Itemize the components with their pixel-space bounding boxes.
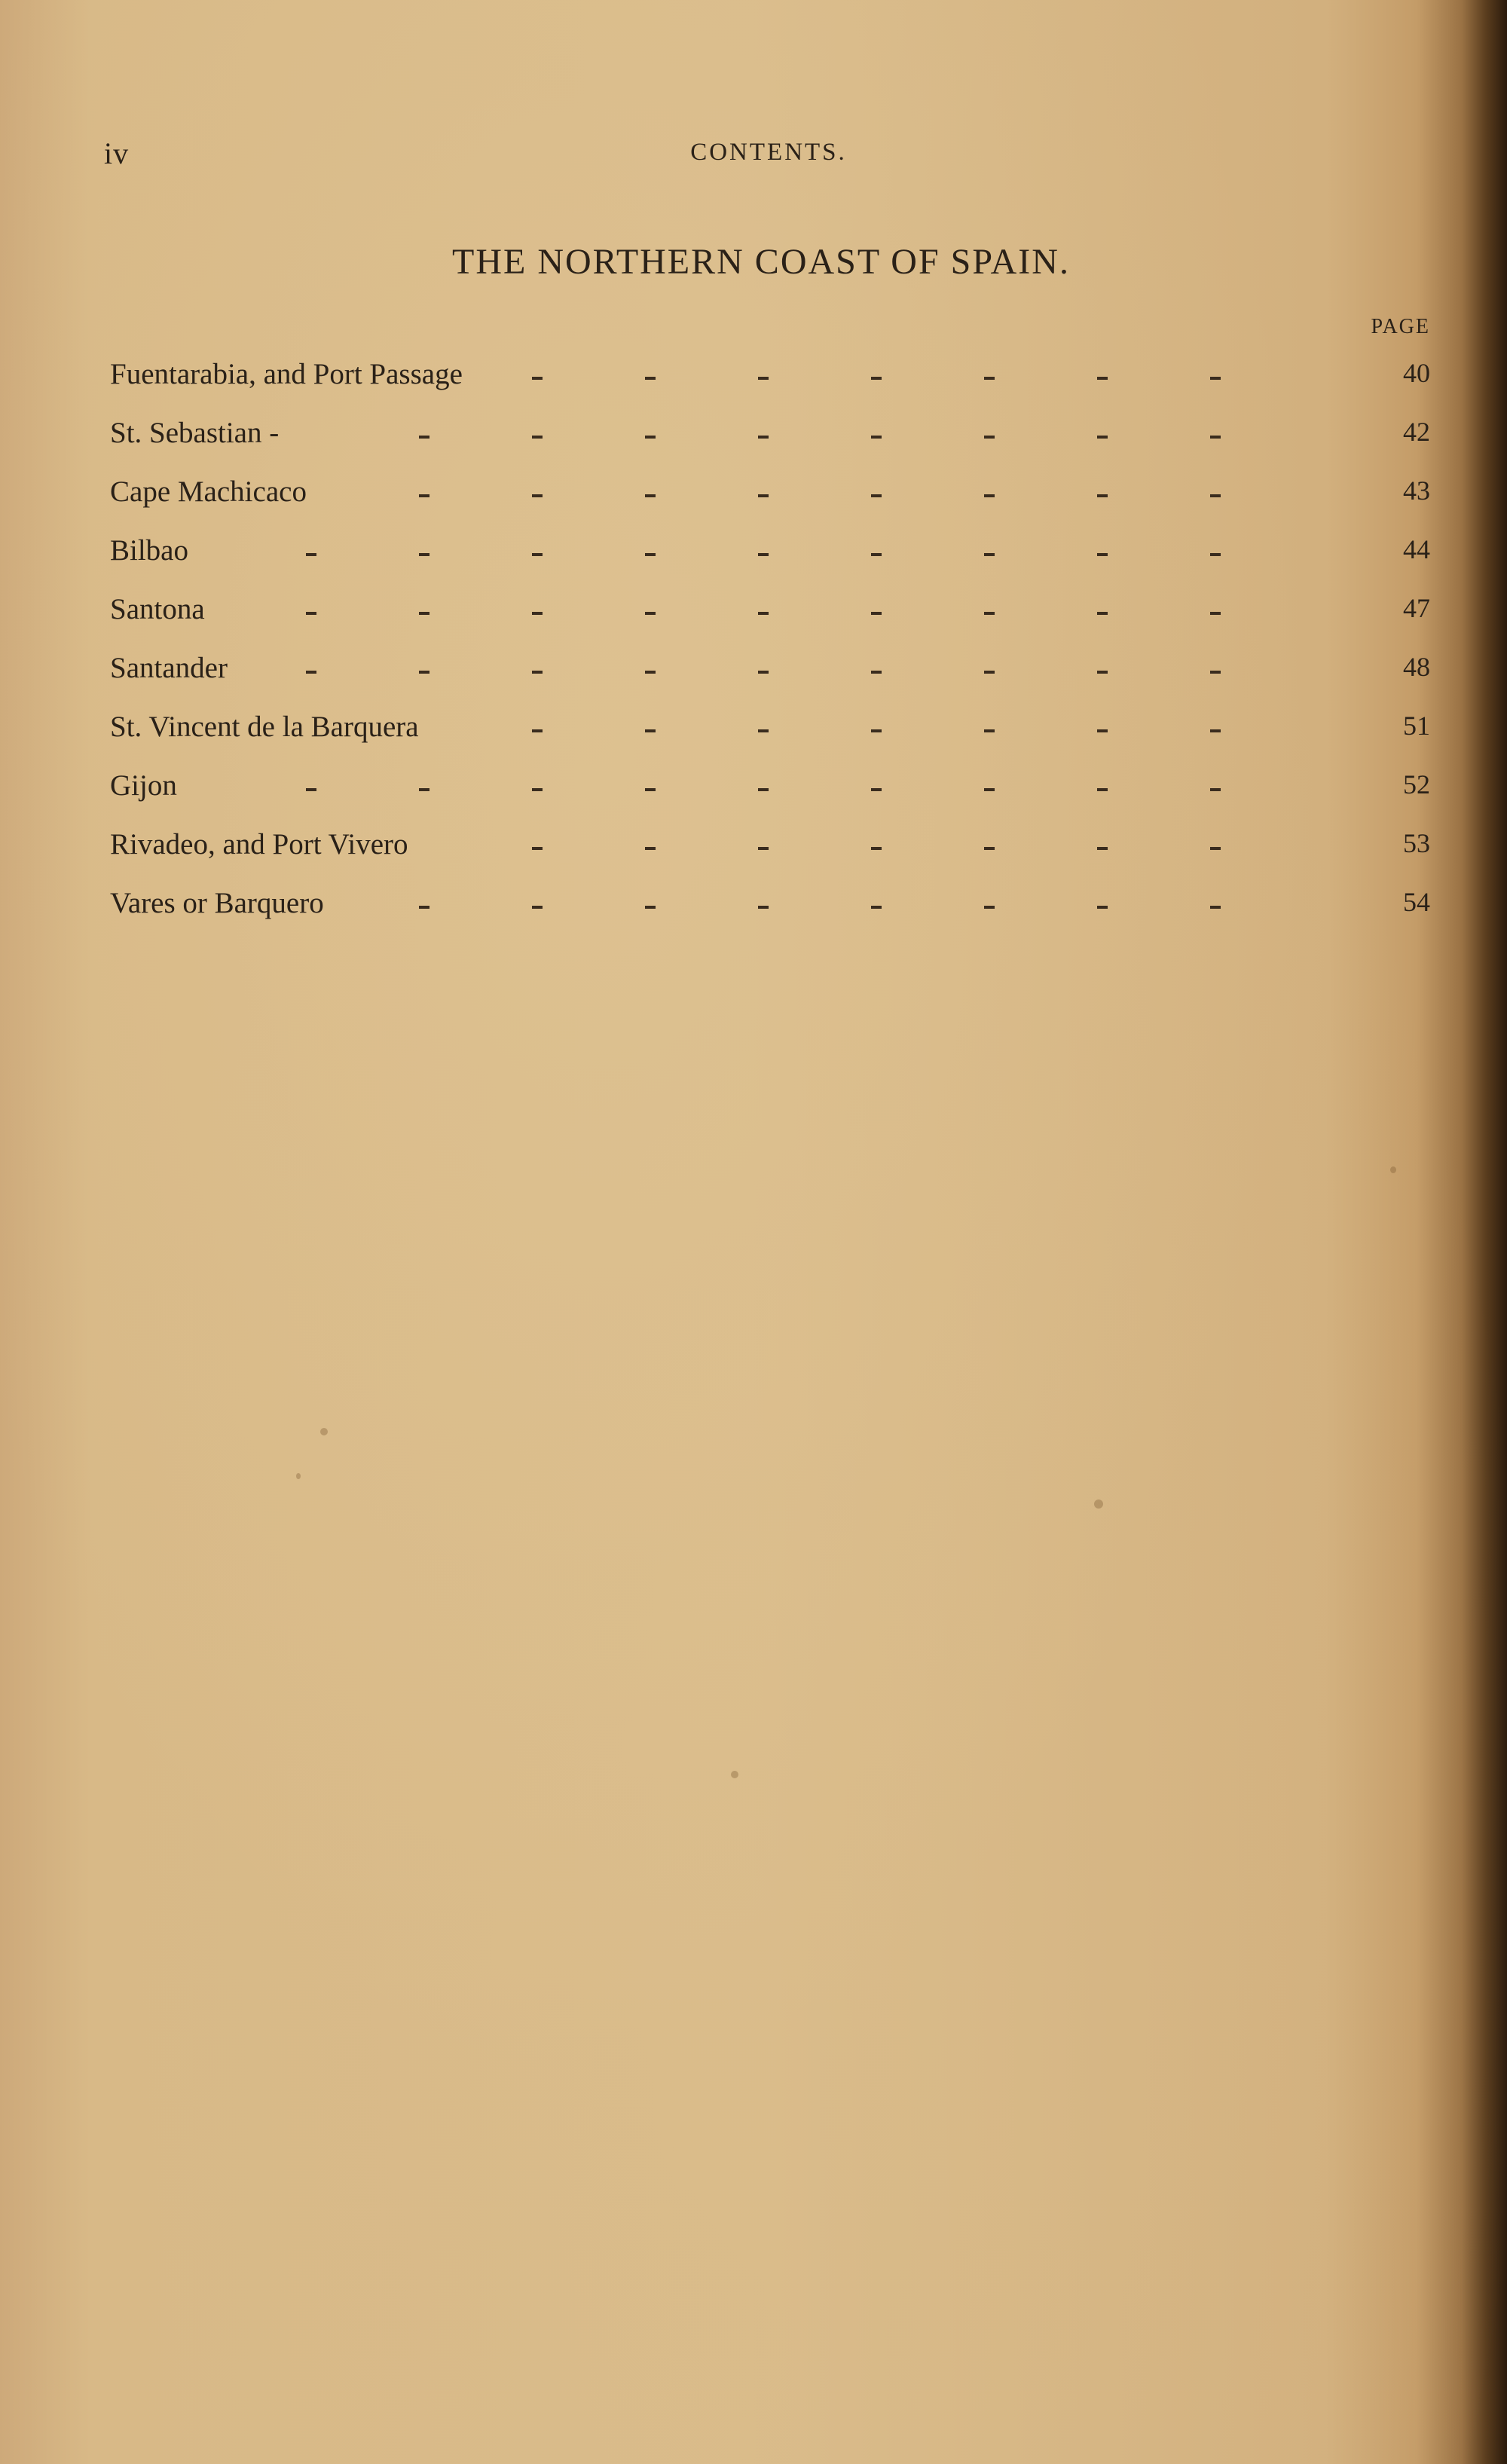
toc-entry [110, 470, 1430, 529]
toc-entry-title: Gijon [110, 769, 177, 802]
leader-dash [984, 788, 995, 791]
leader-dash [532, 788, 543, 791]
page-column-label: PAGE [1371, 315, 1430, 338]
leader-dash [419, 436, 429, 439]
leader-dash [532, 612, 543, 615]
leader-dash [758, 436, 769, 439]
leader-dash [1210, 377, 1221, 380]
leader-dash [984, 671, 995, 674]
leader-dash [532, 494, 543, 497]
leader-dash [871, 788, 882, 791]
leader-dash [1210, 906, 1221, 909]
toc-entry-page: 51 [1403, 711, 1430, 741]
leader-dash [1210, 671, 1221, 674]
leader-dash [758, 612, 769, 615]
leader-dash [984, 377, 995, 380]
leader-dash [871, 494, 882, 497]
stain-spot [320, 1428, 328, 1435]
leader-dash [532, 377, 543, 380]
toc-entry-page: 52 [1403, 769, 1430, 799]
leader-dash [1097, 906, 1108, 909]
leader-dash [1097, 612, 1108, 615]
dot-leaders [322, 592, 1362, 628]
toc-entry-title: Fuentarabia, and Port Passage [110, 358, 463, 390]
leader-dash [1097, 788, 1108, 791]
leader-dash [645, 436, 656, 439]
dot-leaders [322, 651, 1362, 687]
leader-dash [871, 847, 882, 850]
dot-leaders [322, 416, 1362, 452]
stain-spot [1390, 1166, 1396, 1173]
leader-dash [984, 553, 995, 556]
leader-dash [1210, 494, 1221, 497]
leader-dash [984, 436, 995, 439]
page-number: iv [104, 136, 130, 170]
leader-dash [1097, 377, 1108, 380]
leader-dash [871, 671, 882, 674]
toc-entry [110, 647, 1430, 705]
leader-dash [645, 906, 656, 909]
leader-dash [645, 612, 656, 615]
leader-dash [419, 494, 429, 497]
leader-dash [1210, 436, 1221, 439]
leader-dash [645, 729, 656, 732]
leader-dash [1210, 612, 1221, 615]
leader-dash [758, 729, 769, 732]
leader-dash [1210, 553, 1221, 556]
leader-dash [1097, 847, 1108, 850]
toc-entry-page: 40 [1403, 358, 1430, 388]
toc-entry-title: St. Vincent de la Barquera [110, 711, 419, 743]
leader-dash [1210, 729, 1221, 732]
leader-dash [871, 906, 882, 909]
toc-entry [110, 764, 1430, 823]
dot-leaders [322, 769, 1362, 805]
leader-dash [419, 671, 429, 674]
leader-dash [645, 671, 656, 674]
table-of-contents [110, 353, 1430, 940]
leader-dash [419, 612, 429, 615]
toc-entry-title: Bilbao [110, 534, 188, 567]
leader-dash [758, 553, 769, 556]
leader-dash [419, 788, 429, 791]
leader-dash [532, 553, 543, 556]
toc-entry-title: Rivadeo, and Port Vivero [110, 828, 408, 861]
stain-spot [731, 1771, 738, 1778]
leader-dash [306, 671, 316, 674]
leader-dash [984, 494, 995, 497]
leader-dash [532, 436, 543, 439]
toc-entry-title: Santona [110, 593, 205, 625]
toc-entry-page: 42 [1403, 417, 1430, 447]
toc-entry-page: 54 [1403, 887, 1430, 917]
leader-dash [306, 788, 316, 791]
dot-leaders [322, 886, 1362, 922]
leader-dash [1210, 788, 1221, 791]
running-title: CONTENTS. [690, 139, 847, 166]
leader-dash [645, 377, 656, 380]
leader-dash [645, 553, 656, 556]
toc-entry-title: Santander [110, 652, 228, 684]
toc-entry-page: 44 [1403, 534, 1430, 564]
leader-dash [645, 494, 656, 497]
leader-dash [419, 906, 429, 909]
toc-entry-title: Cape Machicaco [110, 475, 307, 508]
leader-dash [984, 847, 995, 850]
leader-dash [532, 671, 543, 674]
leader-dash [984, 729, 995, 732]
leader-dash [758, 906, 769, 909]
leader-dash [871, 729, 882, 732]
leader-dash [871, 612, 882, 615]
leader-dash [419, 553, 429, 556]
dot-leaders [322, 827, 1362, 864]
leader-dash [984, 906, 995, 909]
toc-entry [110, 588, 1430, 647]
leader-dash [306, 553, 316, 556]
leader-dash [1097, 553, 1108, 556]
toc-entry-page: 48 [1403, 652, 1430, 682]
toc-entry [110, 823, 1430, 882]
leader-dash [871, 377, 882, 380]
dot-leaders [322, 533, 1362, 570]
stain-spot [1094, 1499, 1103, 1509]
leader-dash [645, 847, 656, 850]
toc-entry-page: 43 [1403, 475, 1430, 506]
toc-entry [110, 882, 1430, 940]
toc-entry-title: St. Sebastian - [110, 417, 280, 449]
dot-leaders [322, 357, 1362, 393]
toc-entry [110, 529, 1430, 588]
leader-dash [758, 494, 769, 497]
toc-entry [110, 411, 1430, 470]
leader-dash [758, 847, 769, 850]
leader-dash [1097, 494, 1108, 497]
leader-dash [1210, 847, 1221, 850]
leader-dash [1097, 436, 1108, 439]
leader-dash [532, 847, 543, 850]
dot-leaders [322, 475, 1362, 511]
section-title: THE NORTHERN COAST OF SPAIN. [452, 242, 1070, 282]
toc-entry-title: Vares or Barquero [110, 887, 324, 919]
running-head [0, 136, 1507, 173]
leader-dash [1097, 671, 1108, 674]
stain-spot [296, 1473, 301, 1479]
leader-dash [532, 729, 543, 732]
leader-dash [532, 906, 543, 909]
toc-entry-page: 47 [1403, 593, 1430, 623]
leader-dash [306, 612, 316, 615]
toc-entry [110, 353, 1430, 411]
leader-dash [984, 612, 995, 615]
leader-dash [758, 788, 769, 791]
toc-entry [110, 705, 1430, 764]
toc-entry-page: 53 [1403, 828, 1430, 858]
dot-leaders [322, 710, 1362, 746]
leader-dash [871, 436, 882, 439]
leader-dash [758, 377, 769, 380]
leader-dash [1097, 729, 1108, 732]
leader-dash [645, 788, 656, 791]
leader-dash [758, 671, 769, 674]
leader-dash [871, 553, 882, 556]
